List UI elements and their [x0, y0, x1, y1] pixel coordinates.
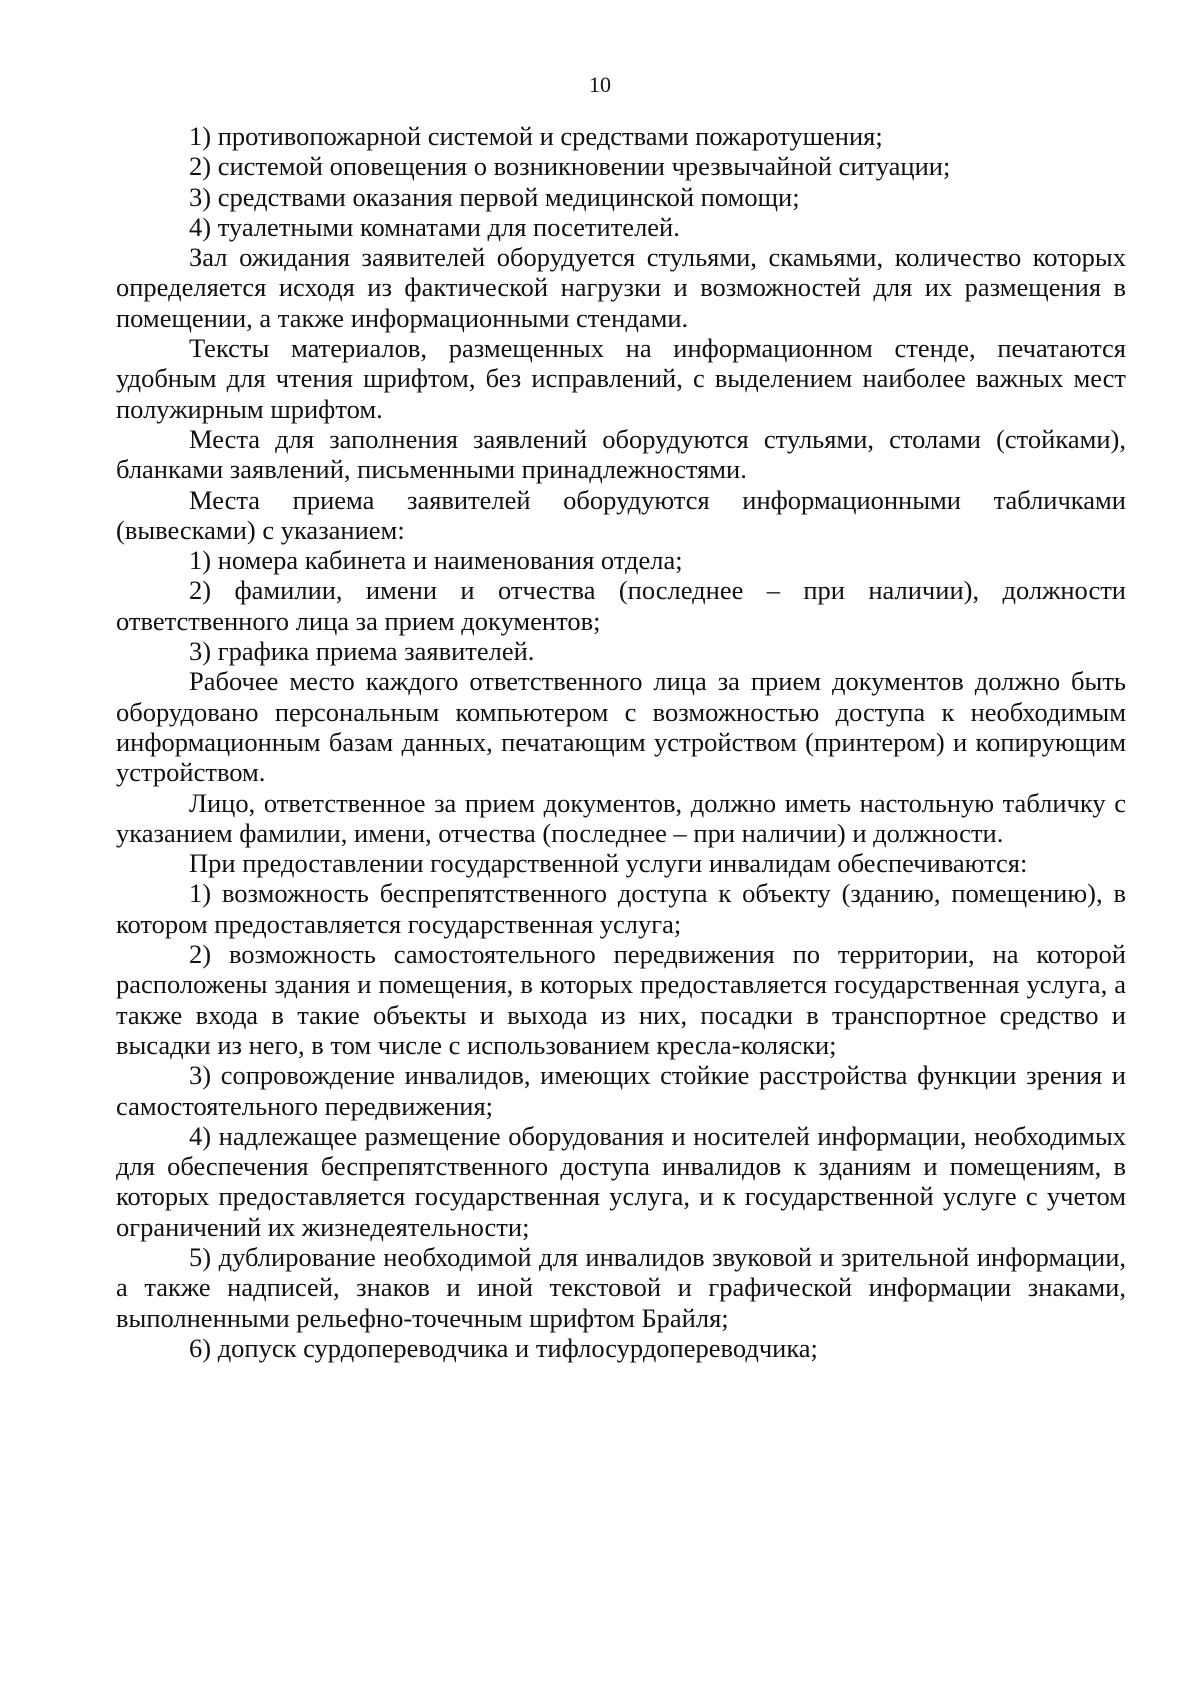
paragraph-filling-places: Места для заполнения заявлений оборудуются стульями, столами (стойками), бланками заявлений, письменными принадлежностями. [116, 423, 1126, 485]
paragraph-stand-texts: Тексты материалов, размещенных на информационном стенде, печатаются удобным для чтения шрифтом, без исправлений, с выделением наиболее важных мест полужирным шрифтом. [116, 333, 1126, 424]
paragraph-workplace: Рабочее место каждого ответственного лица за прием документов должно быть оборудовано персональным компьютером с возможностью доступа к необходимым информационным базам данных, печатающим устройством (принтером) и копирующим устройством. [116, 666, 1126, 788]
paragraph-waiting-hall: Зал ожидания заявителей оборудуется стульями, скамьями, количество которых определяется исходя из фактической нагрузки и возможностей для их размещения в помещении, а также информационными стендами. [116, 242, 1126, 333]
list-item-interpreter-access: 6) допуск сурдопереводчика и тифлосурдопереводчика; [189, 1332, 818, 1363]
list-item-fire-system: 1) противопожарной системой и средствами пожаротушения; [189, 121, 883, 151]
paragraph-desk-sign: Лицо, ответственное за прием документов, должно иметь настольную табличку с указанием фамилии, имени, отчества (последнее – при наличии) и должности. [116, 787, 1126, 848]
list-item-schedule: 3) графика приема заявителей. [189, 636, 535, 667]
list-item-warning-system: 2) системой оповещения о возникновении чрезвычайной ситуации; [189, 151, 951, 182]
list-item-toilets: 4) туалетными комнатами для посетителей. [189, 211, 680, 242]
list-item-escort: 3) сопровождение инвалидов, имеющих стойкие расстройства функции зрения и самостоятельного передвижения; [116, 1060, 1126, 1121]
list-item-first-aid: 3) средствами оказания первой медицинской помощи; [189, 181, 800, 212]
page-number: 10 [589, 72, 611, 97]
list-item-responsible-person: 2) фамилии, имени и отчества (последнее – при наличии), должности ответственного лица за прием документов; [116, 575, 1126, 636]
paragraph-disabled-provisions: При предоставлении государственной услуги инвалидам обеспечиваются: [189, 848, 1028, 879]
list-item-equipment-placement: 4) надлежащее размещение оборудования и носителей информации, необходимых для обеспечения беспрепятственного доступа инвалидов к зданиям и помещениям, в которых предоставляется государственная услуга, и к государственной услуге с учетом ограничений их жизнедеятельности; [116, 1120, 1126, 1242]
paragraph-reception-places: Места приема заявителей оборудуются информационными табличками (вывесками) с указанием: [116, 484, 1126, 545]
list-item-office-number: 1) номера кабинета и наименования отдела; [189, 545, 683, 576]
list-item-unobstructed-access: 1) возможность беспрепятственного доступа к объекту (зданию, помещению), в котором предоставляется государственная услуга; [116, 878, 1126, 939]
list-item-independent-movement: 2) возможность самостоятельного передвижения по территории, на которой расположены здания и помещения, в которых предоставляется государственная услуга, а также входа в такие объекты и выхода из них, посадки в транспортное средство и высадки из него, в том числе с использованием кресла-коляски; [116, 939, 1126, 1060]
document-body [116, 121, 1126, 1363]
list-item-braille-duplication: 5) дублирование необходимой для инвалидов звуковой и зрительной информации, а также надписей, знаков и иной текстовой и графической информации знаками, выполненными рельефно-точечным шрифтом Брайля; [116, 1241, 1126, 1333]
